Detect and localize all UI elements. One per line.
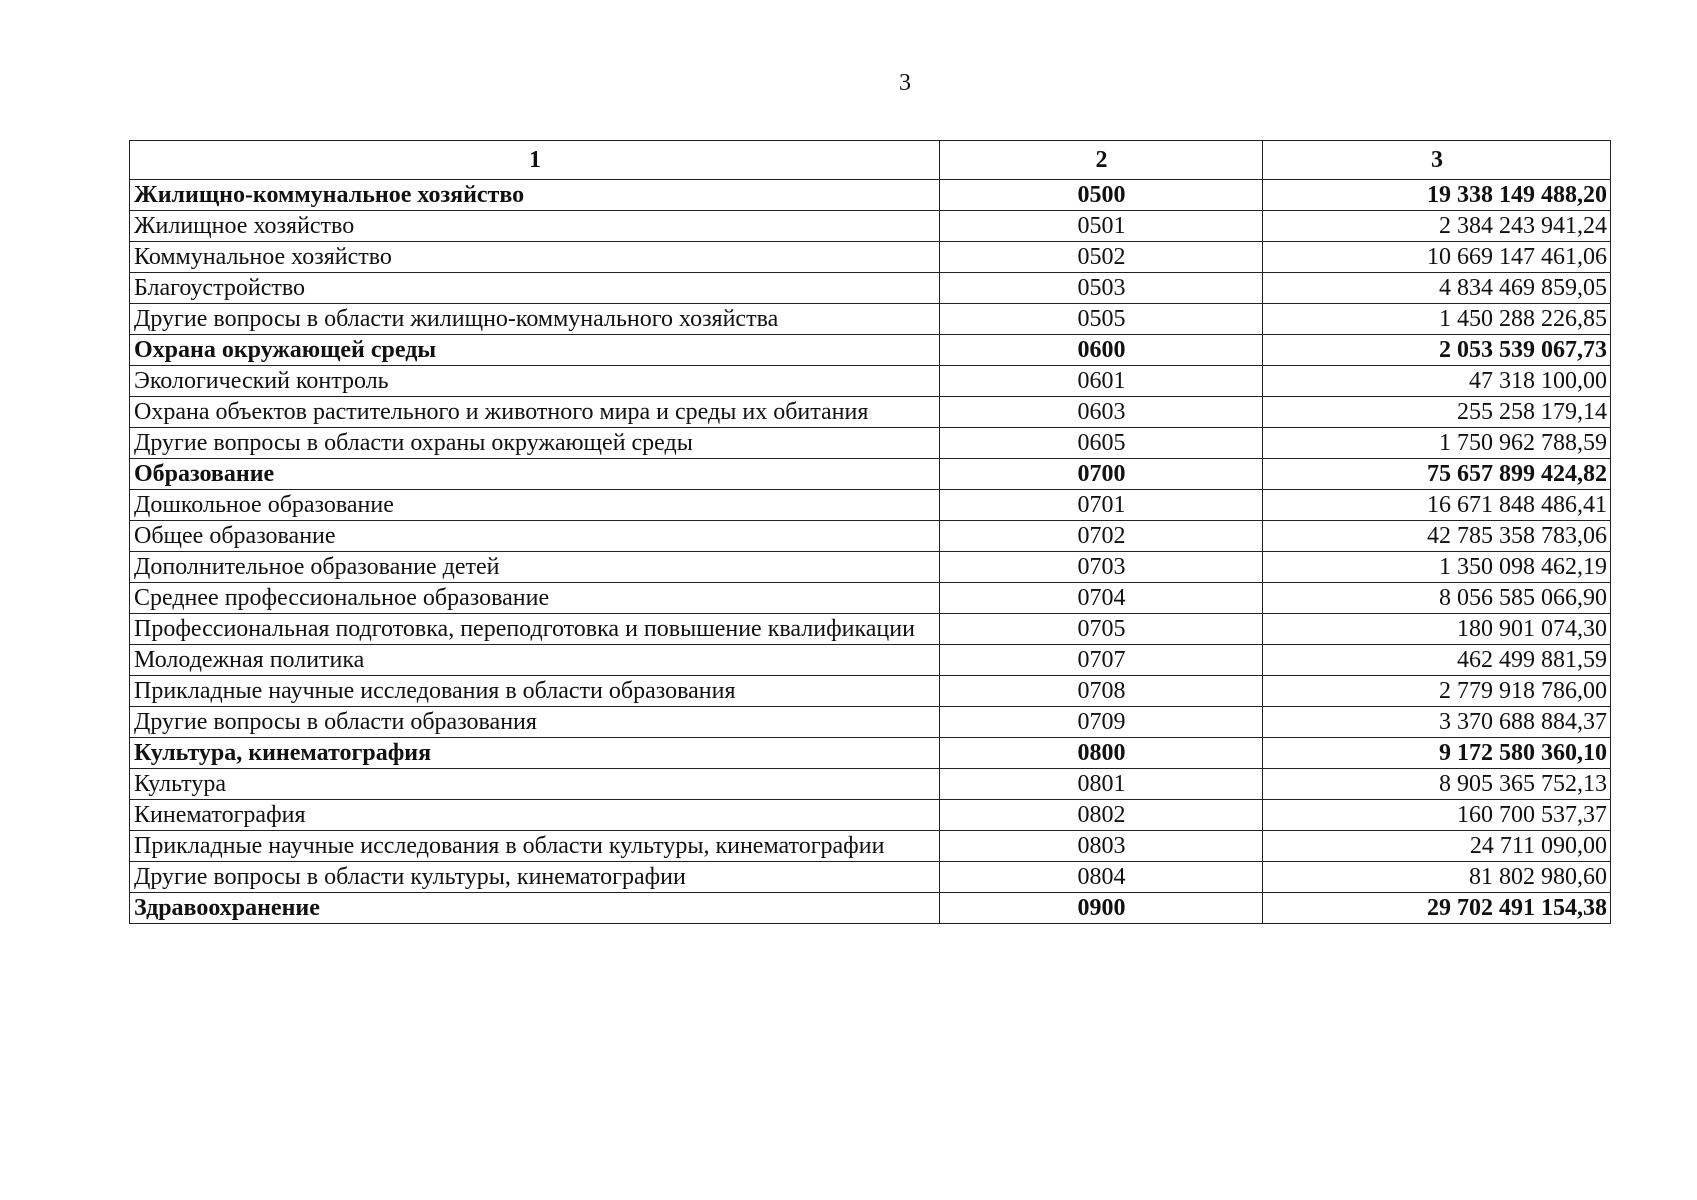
table-row bbox=[130, 490, 1611, 521]
row-amount-cell: 24 711 090,00 bbox=[1263, 831, 1611, 862]
row-code-cell: 0501 bbox=[940, 211, 1263, 242]
table-row bbox=[130, 862, 1611, 893]
row-code-cell: 0703 bbox=[940, 552, 1263, 583]
row-name-cell: Благоустройство bbox=[130, 273, 940, 304]
row-name-cell: Другие вопросы в области жилищно-коммунального хозяйства bbox=[130, 304, 940, 335]
row-name-cell: Прикладные научные исследования в области образования bbox=[130, 676, 940, 707]
row-code-cell: 0502 bbox=[940, 242, 1263, 273]
table-row bbox=[130, 242, 1611, 273]
row-code-cell: 0801 bbox=[940, 769, 1263, 800]
row-code-cell: 0503 bbox=[940, 273, 1263, 304]
row-amount-cell: 4 834 469 859,05 bbox=[1263, 273, 1611, 304]
row-code-cell: 0802 bbox=[940, 800, 1263, 831]
row-amount-cell: 81 802 980,60 bbox=[1263, 862, 1611, 893]
row-name-cell: Коммунальное хозяйство bbox=[130, 242, 940, 273]
row-code-cell: 0704 bbox=[940, 583, 1263, 614]
header-column-3: 3 bbox=[1263, 141, 1611, 180]
table-row bbox=[130, 614, 1611, 645]
header-column-2: 2 bbox=[940, 141, 1263, 180]
section-row bbox=[130, 180, 1611, 211]
row-amount-cell: 1 450 288 226,85 bbox=[1263, 304, 1611, 335]
section-row bbox=[130, 738, 1611, 769]
table-row bbox=[130, 521, 1611, 552]
row-amount-cell: 16 671 848 486,41 bbox=[1263, 490, 1611, 521]
row-amount-cell: 462 499 881,59 bbox=[1263, 645, 1611, 676]
page-number: 3 bbox=[899, 70, 911, 96]
row-code-cell: 0605 bbox=[940, 428, 1263, 459]
row-code-cell: 0600 bbox=[940, 335, 1263, 366]
row-code-cell: 0500 bbox=[940, 180, 1263, 211]
row-code-cell: 0505 bbox=[940, 304, 1263, 335]
row-code-cell: 0800 bbox=[940, 738, 1263, 769]
row-name-cell: Профессиональная подготовка, переподготовка и повышение квалификации bbox=[130, 614, 940, 645]
row-code-cell: 0708 bbox=[940, 676, 1263, 707]
section-row bbox=[130, 893, 1611, 924]
table-row bbox=[130, 583, 1611, 614]
table-row bbox=[130, 676, 1611, 707]
row-name-cell: Жилищное хозяйство bbox=[130, 211, 940, 242]
table-row bbox=[130, 800, 1611, 831]
row-amount-cell: 3 370 688 884,37 bbox=[1263, 707, 1611, 738]
row-code-cell: 0700 bbox=[940, 459, 1263, 490]
row-name-cell: Другие вопросы в области охраны окружающей среды bbox=[130, 428, 940, 459]
row-name-cell: Молодежная политика bbox=[130, 645, 940, 676]
row-name-cell: Прикладные научные исследования в области культуры, кинематографии bbox=[130, 831, 940, 862]
budget-table bbox=[129, 140, 1611, 924]
row-code-cell: 0601 bbox=[940, 366, 1263, 397]
row-name-cell: Культура bbox=[130, 769, 940, 800]
row-amount-cell: 1 750 962 788,59 bbox=[1263, 428, 1611, 459]
row-name-cell: Дошкольное образование bbox=[130, 490, 940, 521]
row-amount-cell: 255 258 179,14 bbox=[1263, 397, 1611, 428]
table-row bbox=[130, 397, 1611, 428]
row-name-cell: Образование bbox=[130, 459, 940, 490]
row-code-cell: 0705 bbox=[940, 614, 1263, 645]
row-amount-cell: 19 338 149 488,20 bbox=[1263, 180, 1611, 211]
table-row bbox=[130, 769, 1611, 800]
row-amount-cell: 42 785 358 783,06 bbox=[1263, 521, 1611, 552]
row-amount-cell: 180 901 074,30 bbox=[1263, 614, 1611, 645]
header-column-1: 1 bbox=[130, 141, 940, 180]
row-amount-cell: 2 053 539 067,73 bbox=[1263, 335, 1611, 366]
section-row bbox=[130, 459, 1611, 490]
row-name-cell: Экологический контроль bbox=[130, 366, 940, 397]
row-amount-cell: 29 702 491 154,38 bbox=[1263, 893, 1611, 924]
row-amount-cell: 160 700 537,37 bbox=[1263, 800, 1611, 831]
row-amount-cell: 1 350 098 462,19 bbox=[1263, 552, 1611, 583]
header-row bbox=[130, 141, 1611, 180]
row-code-cell: 0804 bbox=[940, 862, 1263, 893]
table-row bbox=[130, 366, 1611, 397]
row-code-cell: 0803 bbox=[940, 831, 1263, 862]
row-amount-cell: 2 384 243 941,24 bbox=[1263, 211, 1611, 242]
row-code-cell: 0709 bbox=[940, 707, 1263, 738]
row-name-cell: Охрана объектов растительного и животного мира и среды их обитания bbox=[130, 397, 940, 428]
row-amount-cell: 8 905 365 752,13 bbox=[1263, 769, 1611, 800]
row-name-cell: Культура, кинематография bbox=[130, 738, 940, 769]
table-row bbox=[130, 273, 1611, 304]
row-amount-cell: 75 657 899 424,82 bbox=[1263, 459, 1611, 490]
row-code-cell: 0900 bbox=[940, 893, 1263, 924]
row-name-cell: Дополнительное образование детей bbox=[130, 552, 940, 583]
row-name-cell: Жилищно-коммунальное хозяйство bbox=[130, 180, 940, 211]
table-row bbox=[130, 304, 1611, 335]
row-amount-cell: 47 318 100,00 bbox=[1263, 366, 1611, 397]
table-row bbox=[130, 707, 1611, 738]
table-header bbox=[130, 141, 1611, 180]
row-amount-cell: 10 669 147 461,06 bbox=[1263, 242, 1611, 273]
row-name-cell: Здравоохранение bbox=[130, 893, 940, 924]
table-body bbox=[130, 180, 1611, 924]
row-amount-cell: 8 056 585 066,90 bbox=[1263, 583, 1611, 614]
row-name-cell: Охрана окружающей среды bbox=[130, 335, 940, 366]
section-row bbox=[130, 335, 1611, 366]
row-code-cell: 0707 bbox=[940, 645, 1263, 676]
row-name-cell: Кинематография bbox=[130, 800, 940, 831]
table-row bbox=[130, 645, 1611, 676]
table-row bbox=[130, 428, 1611, 459]
row-name-cell: Другие вопросы в области образования bbox=[130, 707, 940, 738]
row-name-cell: Среднее профессиональное образование bbox=[130, 583, 940, 614]
row-amount-cell: 9 172 580 360,10 bbox=[1263, 738, 1611, 769]
row-name-cell: Общее образование bbox=[130, 521, 940, 552]
row-code-cell: 0701 bbox=[940, 490, 1263, 521]
table-row bbox=[130, 211, 1611, 242]
table-row bbox=[130, 552, 1611, 583]
row-name-cell: Другие вопросы в области культуры, кинематографии bbox=[130, 862, 940, 893]
row-code-cell: 0603 bbox=[940, 397, 1263, 428]
table-row bbox=[130, 831, 1611, 862]
row-amount-cell: 2 779 918 786,00 bbox=[1263, 676, 1611, 707]
row-code-cell: 0702 bbox=[940, 521, 1263, 552]
